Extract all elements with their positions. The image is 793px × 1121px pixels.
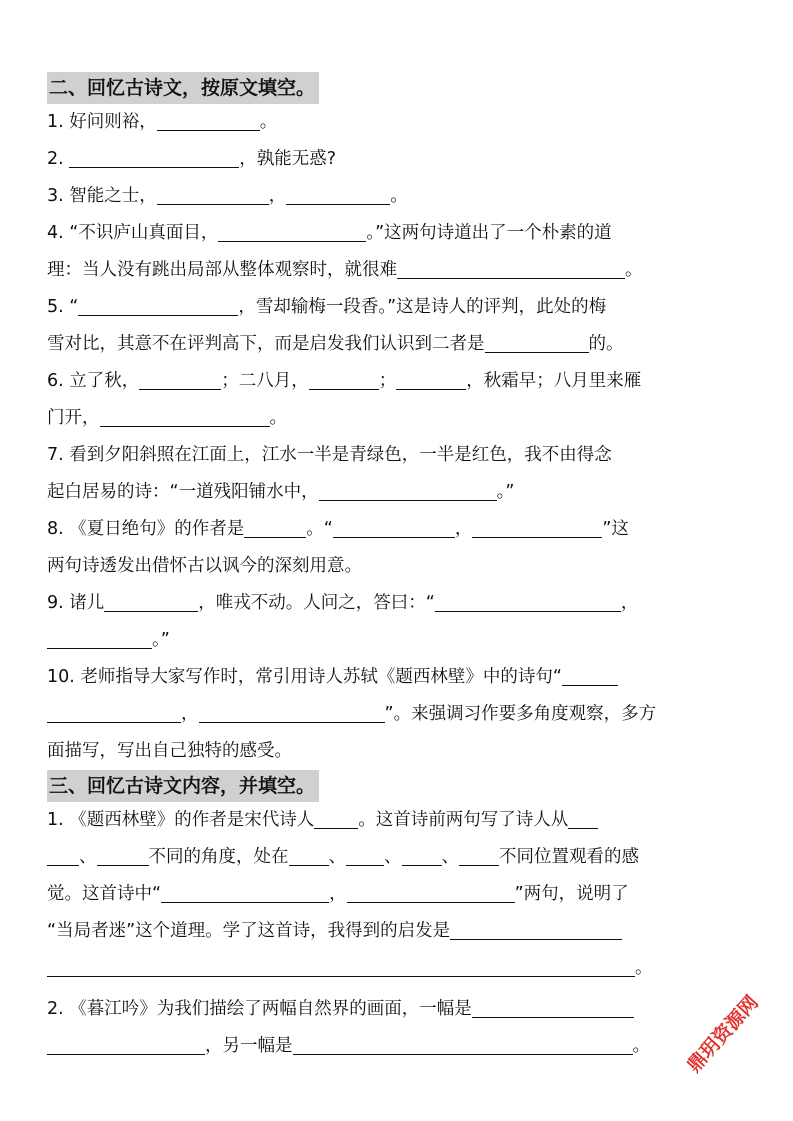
- watermark: 鼎玥资源网: [682, 991, 763, 1077]
- s2-question-4-line1: 4. “不识庐山真面目， 。”这两句诗道出了一个朴素的道: [47, 223, 612, 243]
- s2-question-7-line2: 起白居易的诗：“一道残阳铺水中， 。”: [47, 482, 515, 502]
- s3-question-2-line2: ，另一幅是 。: [47, 1028, 739, 1065]
- answer-blank[interactable]: [397, 258, 625, 279]
- answer-blank[interactable]: [309, 369, 379, 390]
- s3-question-2-line1: 2. 《暮江吟》为我们描绘了两幅自然界的画面，一幅是: [47, 991, 739, 1028]
- answer-blank[interactable]: [69, 147, 239, 168]
- answer-blank[interactable]: [293, 1034, 633, 1055]
- s2-question-6-line1: 6. 立了秋， ；二八月， ； ，秋霜早；八月里来雁: [47, 371, 642, 391]
- answer-blank[interactable]: [47, 628, 152, 649]
- answer-blank[interactable]: [47, 1034, 205, 1055]
- answer-blank[interactable]: [459, 845, 499, 866]
- s2-question-8-line2: 两句诗透发出借怀古以讽今的深刻用意。: [47, 556, 362, 576]
- answer-blank[interactable]: [402, 845, 442, 866]
- s2-question-9-line1: 9. 诸儿 ，唯戎不动。人问之，答曰：“ ，: [47, 593, 639, 613]
- answer-blank[interactable]: [157, 110, 260, 131]
- answer-blank[interactable]: [97, 845, 149, 866]
- answer-blank[interactable]: [314, 808, 358, 829]
- section2-heading: 二、回忆古诗文，按原文填空。: [47, 72, 319, 104]
- answer-blank[interactable]: [472, 997, 634, 1018]
- answer-blank[interactable]: [333, 517, 455, 538]
- answer-blank[interactable]: [347, 882, 515, 903]
- answer-blank[interactable]: [47, 956, 635, 977]
- answer-blank[interactable]: [104, 591, 198, 612]
- answer-blank[interactable]: [199, 702, 385, 723]
- s3-question-1-line3: 觉。这首诗中“ ， ”两句，说明了: [47, 884, 629, 904]
- s2-question-1: 1. 好问则裕， 。: [47, 112, 278, 132]
- s2-question-5-line1: 5. “ ，雪却输梅一段香。”这是诗人的评判，此处的梅: [47, 297, 607, 317]
- s2-question-9-line2: 。”: [47, 622, 739, 659]
- section3-heading: 三、回忆古诗文内容，并填空。: [47, 770, 319, 802]
- answer-blank[interactable]: [319, 480, 497, 501]
- answer-blank[interactable]: [396, 369, 466, 390]
- s2-question-8-line1: 8. 《夏日绝句》的作者是 。“ ， ”这: [47, 519, 629, 539]
- answer-blank[interactable]: [289, 845, 329, 866]
- worksheet: [47, 72, 739, 1065]
- answer-blank[interactable]: [218, 221, 366, 242]
- answer-blank[interactable]: [161, 882, 329, 903]
- answer-blank[interactable]: [47, 845, 79, 866]
- s2-question-4-line2: 理：当人没有跳出局部从整体观察时，就很难 。: [47, 260, 643, 280]
- answer-blank[interactable]: [472, 517, 602, 538]
- s3-question-1-line4: “当局者迷”这个道理。学了这首诗，我得到的启发是: [47, 913, 739, 950]
- s3-question-1-line5: 。: [47, 950, 739, 987]
- s2-question-6-line2: 门开， 。: [47, 408, 287, 428]
- answer-blank[interactable]: [568, 808, 598, 829]
- answer-blank[interactable]: [435, 591, 621, 612]
- s2-question-10-line3: 面描写，写出自己独特的感受。: [47, 741, 292, 761]
- answer-blank[interactable]: [286, 184, 390, 205]
- answer-blank[interactable]: [244, 517, 306, 538]
- s2-question-10-line2: ， ”。来强调习作要多角度观察，多方: [47, 696, 739, 733]
- s2-question-10-line1: 10. 老师指导大家写作时，常引用诗人苏轼《题西林壁》中的诗句“: [47, 659, 739, 696]
- answer-blank[interactable]: [346, 845, 384, 866]
- answer-blank[interactable]: [450, 919, 622, 940]
- s2-question-7-line1: 7. 看到夕阳斜照在江面上，江水一半是青绿色，一半是红色，我不由得念: [47, 445, 612, 465]
- s3-question-1-line2: 、 不同的角度，处在 、 、 、 不同位置观看的感: [47, 839, 739, 876]
- answer-blank[interactable]: [139, 369, 221, 390]
- s2-question-5-line2: 雪对比，其意不在评判高下，而是启发我们认识到二者是 的。: [47, 334, 624, 354]
- answer-blank[interactable]: [157, 184, 269, 205]
- s3-question-1-line1: 1. 《题西林壁》的作者是宋代诗人 。这首诗前两句写了诗人从: [47, 802, 739, 839]
- s2-question-2: 2. ，孰能无惑?: [47, 149, 337, 169]
- answer-blank[interactable]: [485, 332, 589, 353]
- answer-blank[interactable]: [78, 295, 238, 316]
- s2-question-3: 3. 智能之士， ， 。: [47, 186, 408, 206]
- answer-blank[interactable]: [100, 406, 270, 427]
- answer-blank[interactable]: [562, 665, 618, 686]
- answer-blank[interactable]: [47, 702, 181, 723]
